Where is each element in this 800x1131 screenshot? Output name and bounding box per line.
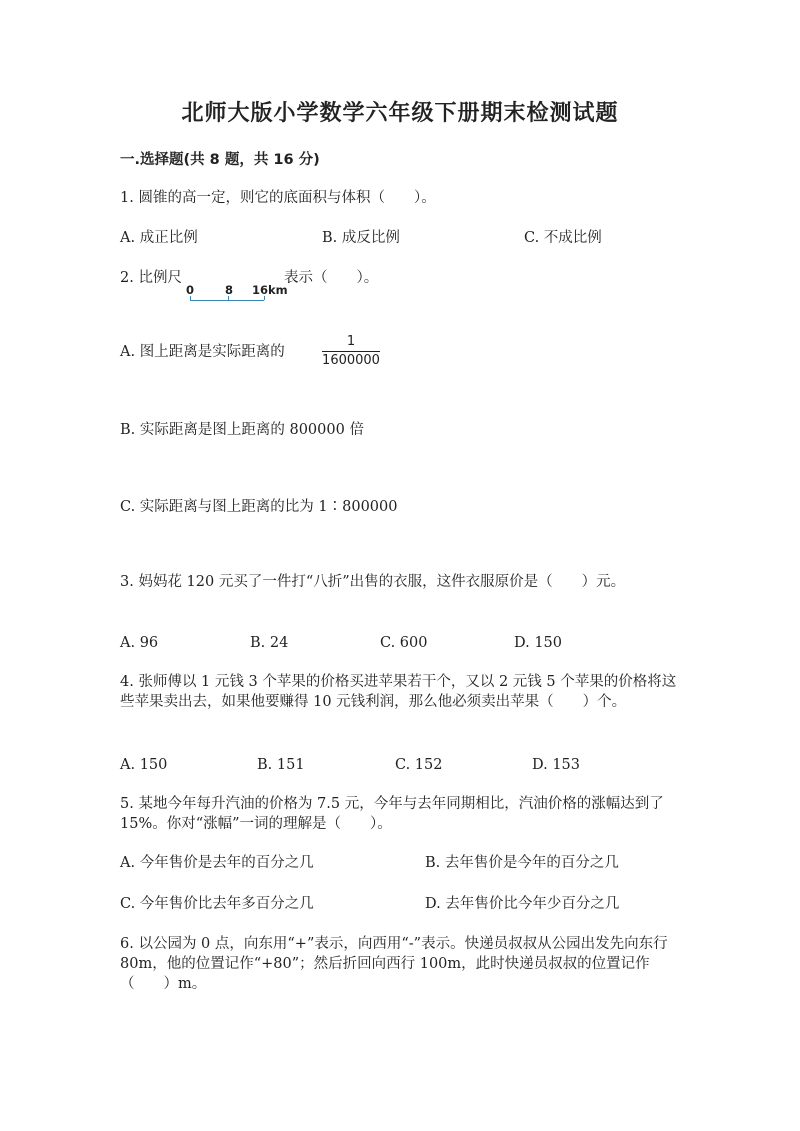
question-5-option-d: D. 去年售价比今年少百分之几 bbox=[425, 896, 620, 912]
question-2-stem-start: 2. 比例尺 bbox=[120, 270, 182, 286]
scale-bar-tick bbox=[190, 296, 191, 300]
question-4-option-c: C. 152 bbox=[395, 757, 443, 773]
question-1-stem: 1. 圆锥的高一定，则它的底面积与体积（ ）。 bbox=[120, 190, 436, 206]
scale-bar-label-0: 0 bbox=[186, 283, 195, 297]
question-4-stem: 4. 张师傅以 1 元钱 3 个苹果的价格买进苹果若干个，又以 2 元钱 5 个苹果的价格将这些苹果卖出去，如果他要赚得 10 元钱利润，那么他必须卖出苹果（ ）个。 bbox=[120, 674, 677, 710]
question-3-stem: 3. 妈妈花 120 元买了一件打“八折”出售的衣服，这件衣服原价是（ ）元。 bbox=[120, 574, 626, 590]
fraction-bar bbox=[322, 351, 380, 352]
question-4-option-a: A. 150 bbox=[120, 757, 168, 773]
fraction-numerator: 1 bbox=[346, 334, 356, 349]
scale-bar-label-8: 8 bbox=[225, 283, 234, 297]
question-1-option-b: B. 成反比例 bbox=[322, 230, 400, 246]
scale-bar-tick bbox=[228, 296, 229, 300]
section-heading: 一.选择题(共 8 题，共 16 分) bbox=[120, 152, 320, 168]
fraction-denominator: 1600000 bbox=[322, 353, 380, 368]
question-6-stem: 6. 以公园为 0 点，向东用“+”表示，向西用“-”表示。快递员叔叔从公园出发先向东行 80m，他的位置记作“+80”；然后折回向西行 100m，此时快递员叔叔的位置记作（ ）m。 bbox=[120, 936, 668, 992]
question-2-stem-end: 表示（ ）。 bbox=[284, 270, 379, 286]
question-4-option-d: D. 153 bbox=[532, 757, 581, 773]
scale-bar-line bbox=[190, 300, 264, 301]
question-3-option-c: C. 600 bbox=[380, 635, 428, 651]
scale-bar-tick bbox=[264, 296, 265, 300]
question-2-option-c: C. 实际距离与图上距离的比为 1∶800000 bbox=[120, 499, 398, 515]
question-2-option-a: A. 图上距离是实际距离的 bbox=[120, 344, 285, 360]
question-5-option-a: A. 今年售价是去年的百分之几 bbox=[120, 855, 314, 871]
question-5-option-b: B. 去年售价是今年的百分之几 bbox=[425, 855, 619, 871]
page-title: 北师大版小学数学六年级下册期末检测试题 bbox=[181, 101, 619, 126]
question-1-option-c: C. 不成比例 bbox=[524, 230, 602, 246]
question-5-stem: 5. 某地今年每升汽油的价格为 7.5 元，今年与去年同期相比，汽油价格的涨幅达到了 15%。你对“涨幅”一词的理解是（ ）。 bbox=[120, 796, 664, 832]
scale-bar-label-16km: 16km bbox=[252, 283, 288, 297]
question-3-option-b: B. 24 bbox=[250, 635, 289, 651]
question-5-option-c: C. 今年售价比去年多百分之几 bbox=[120, 896, 314, 912]
fraction bbox=[322, 334, 380, 369]
question-2-option-b: B. 实际距离是图上距离的 800000 倍 bbox=[120, 422, 364, 438]
question-3-option-d: D. 150 bbox=[514, 635, 563, 651]
scale-bar bbox=[186, 283, 288, 305]
question-4-option-b: B. 151 bbox=[257, 757, 305, 773]
question-1-option-a: A. 成正比例 bbox=[120, 230, 198, 246]
question-3-option-a: A. 96 bbox=[120, 635, 159, 651]
